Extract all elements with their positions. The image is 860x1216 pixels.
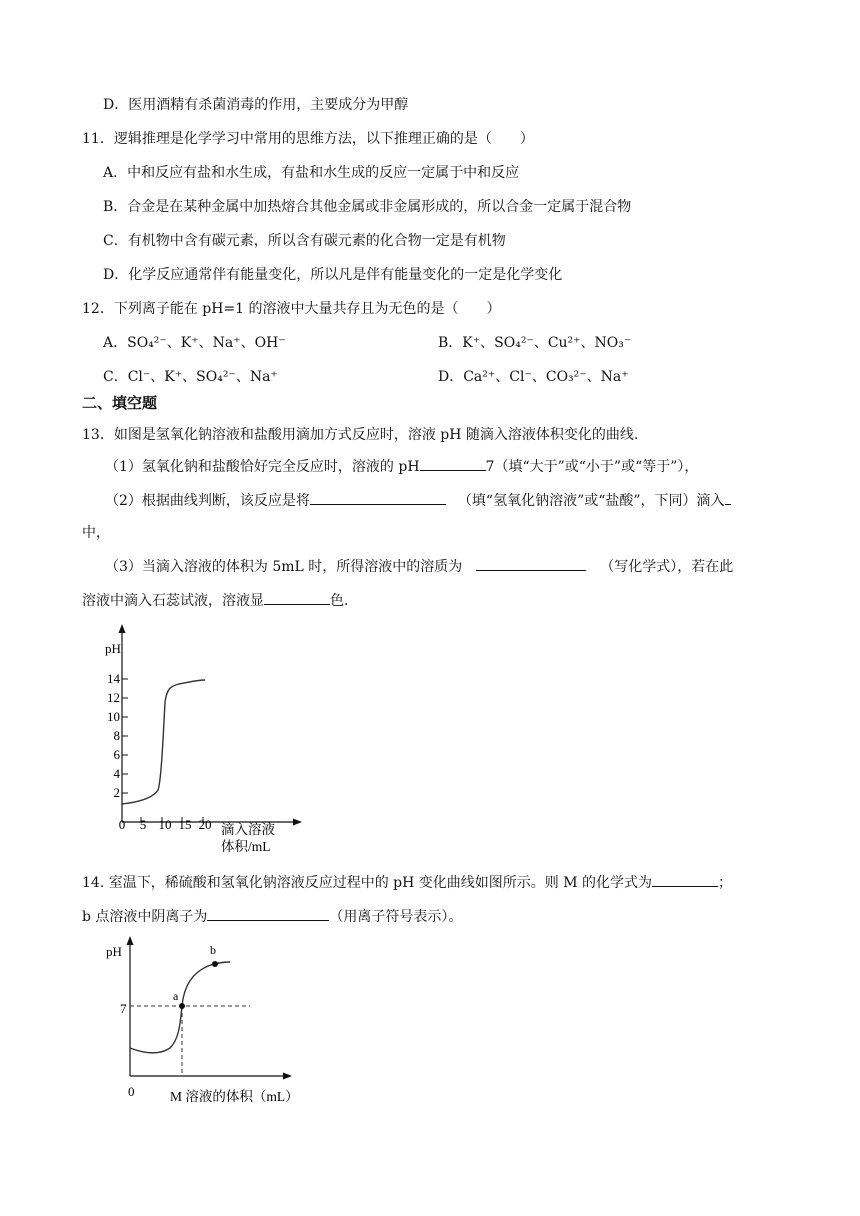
y-tick-label: 14 [107,671,120,686]
q13-blank-4[interactable] [476,556,586,571]
point-a [179,1003,185,1009]
q14-text-1: 14. 室温下，稀硫酸和氢氧化钠溶液反应过程中的 pH 变化曲线如图所示。则 M 的化学式为 [82,875,653,891]
x-tick-label: 5 [139,817,147,832]
q13-blank-2[interactable] [310,490,446,505]
x-axis-arrow [293,819,302,826]
point-b [212,961,218,967]
x-tick-label: 15 [178,817,192,832]
y-axis-label: pH [106,944,122,959]
x-axis-label: M 溶液的体积（mL） [170,1089,299,1104]
q13-part3-hint: （写化学式），若在此 [600,559,734,575]
q13-part3-text2: 溶液中滴入石蕊试液，溶液显 [82,593,264,609]
q14-blank-2[interactable] [207,906,329,921]
q13-part2 [105,490,731,510]
q12-option-d: D．Ca²⁺、Cl⁻、CO₃²⁻、Na⁺ [438,369,629,385]
q11-option-d: D．化学反应通常伴有能量变化，所以凡是伴有能量变化的一定是化学变化 [103,267,563,283]
q14-blank-1[interactable] [652,872,718,887]
x-tick-label: 20 [198,817,212,832]
q14-text-3: b 点溶液中阴离子为 [82,909,208,925]
q13-blank-5[interactable] [264,590,330,605]
y-axis-label: pH [105,641,121,656]
q11-stem: 11．逻辑推理是化学学习中常用的思维方法，以下推理正确的是（ ） [82,131,534,147]
q13-part3-cont [82,590,348,610]
q13-stem: 13．如图是氢氧化钠溶液和盐酸用滴加方式反应时，溶液 pH 随滴入溶液体积变化的曲线. [82,427,639,443]
q13-blank-3[interactable] [725,490,731,505]
q11-option-c: C．有机物中含有碳元素，所以含有碳元素的化合物一定是有机物 [103,233,506,249]
q13-part2-hint: （填“氢氧化钠溶液”或“盐酸”，下同）滴入 [457,493,725,509]
q13-part2-cont: 中， [82,525,110,541]
y-tick-label: 6 [113,747,120,762]
x-axis-label-1: 滴入溶液 [221,822,275,837]
q11-option-a: A．中和反应有盐和水生成，有盐和水生成的反应一定属于中和反应 [103,165,520,181]
y-axis-arrow [119,624,126,633]
y-tick-label: 4 [113,766,120,781]
q11-option-b: B．合金是在某种金属中加热熔合其他金属或非金属形成的，所以合金一定属于混合物 [103,199,632,215]
y-ticks [107,671,128,800]
point-a-label: a [173,989,179,1003]
q10-option-d: D．医用酒精有杀菌消毒的作用，主要成分为甲醇 [103,97,409,113]
q13-part3-text: （3）当滴入溶液的体积为 5mL 时，所得溶液中的溶质为 [105,559,463,575]
q13-part1 [105,456,698,476]
ph-titration-chart-1 [95,622,315,862]
q14-line1 [82,872,732,892]
y-tick-7: 7 [120,1001,127,1016]
y-tick-label: 12 [107,690,120,705]
q13-part2-text: （2）根据曲线判断，该反应是将 [105,493,310,509]
x-tick-label: 0 [118,817,126,832]
y-axis-arrow [127,936,134,945]
q12-option-b: B．K⁺、SO₄²⁻、Cu²⁺、NO₃⁻ [438,335,632,351]
q13-blank-1[interactable] [420,456,486,471]
ph-curve [122,680,205,804]
q14-text-4: （用离子符号表示）。 [329,909,463,925]
x-tick-label: 10 [158,817,172,832]
section-heading: 二、填空题 [82,394,158,412]
origin-label: 0 [128,1084,135,1099]
point-b-label: b [210,943,216,957]
y-tick-label: 10 [107,709,120,724]
y-tick-label: 2 [113,785,120,800]
q12-option-c: C．Cl⁻、K⁺、SO₄²⁻、Na⁺ [103,369,278,385]
x-ticks [119,817,212,832]
q13-part3-end: 色. [330,593,349,609]
x-axis-arrow [283,1073,292,1080]
ph-titration-chart-2 [98,934,328,1114]
y-tick-label: 8 [113,728,120,743]
q14-line2 [82,906,462,926]
q12-stem: 12．下列离子能在 pH=1 的溶液中大量共存且为无色的是（ ） [82,301,501,317]
q12-option-a: A．SO₄²⁻、K⁺、Na⁺、OH⁻ [103,335,286,351]
x-axis-label-2: 体积/mL [221,839,271,854]
q13-part1-hint: 7（填“大于”或“小于”或“等于”）， [485,459,699,475]
q14-text-2: ； [718,875,733,891]
q13-part3 [105,556,733,576]
q13-part1-text: （1）氢氧化钠和盐酸恰好完全反应时，溶液的 pH [105,459,420,475]
